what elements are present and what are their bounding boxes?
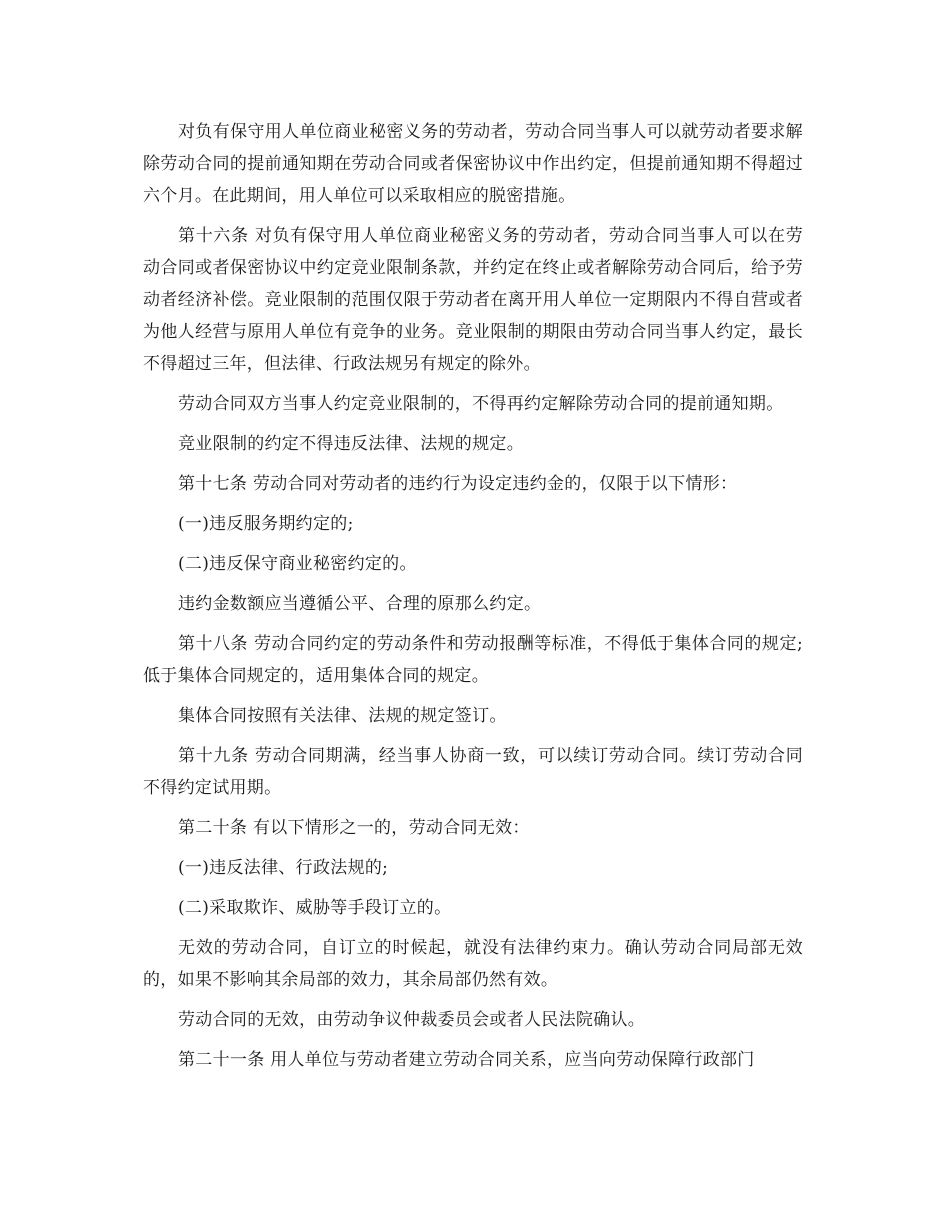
paragraph: 违约金数额应当遵循公平、合理的原那么约定。	[178, 594, 542, 614]
paragraph: 劳动合同的无效，由劳动争议仲裁委员会或者人民法院确认。	[178, 1010, 646, 1030]
document-body	[143, 116, 803, 1084]
paragraph: 第十八条 劳动合同约定的劳动条件和劳动报酬等标准，不得低于集体合同的规定;低于集体合同规定的，适用集体合同的规定。	[143, 634, 803, 686]
paragraph: 第二十条 有以下情形之一的，劳动合同无效：	[178, 818, 530, 838]
paragraph: (二)违反保守商业秘密约定的。	[178, 554, 417, 574]
paragraph: 第十九条 劳动合同期满，经当事人协商一致，可以续订劳动合同。续订劳动合同不得约定试用期。	[143, 746, 803, 798]
paragraph: 竞业限制的约定不得违反法律、法规的规定。	[178, 434, 524, 454]
paragraph: 无效的劳动合同，自订立的时候起，就没有法律约束力。确认劳动合同局部无效的，如果不影响其余局部的效力，其余局部仍然有效。	[143, 938, 803, 990]
paragraph: 对负有保守用人单位商业秘密义务的劳动者，劳动合同当事人可以就劳动者要求解除劳动合同的提前通知期在劳动合同或者保密协议中作出约定，但提前通知期不得超过六个月。在此期间，用人单位可以采取相应的脱密措施。	[143, 122, 803, 206]
paragraph: 劳动合同双方当事人约定竞业限制的，不得再约定解除劳动合同的提前通知期。	[178, 394, 784, 414]
paragraph: 集体合同按照有关法律、法规的规定签订。	[178, 706, 507, 726]
paragraph: 第十六条 对负有保守用人单位商业秘密义务的劳动者，劳动合同当事人可以在劳动合同或者保密协议中约定竞业限制条款，并约定在终止或者解除劳动合同后，给予劳动者经济补偿。竞业限制的范围仅限于劳动者在离开用人单位一定期限内不得自营或者为他人经营与原用人单位有竞争的业务。竞业限制的期限由劳动合同当事人约定，最长不得超过三年，但法律、行政法规另有规定的除外。	[143, 226, 803, 374]
paragraph: 第二十一条 用人单位与劳动者建立劳动合同关系，应当向劳动保障行政部门	[178, 1050, 755, 1070]
paragraph: (二)采取欺诈、威胁等手段订立的。	[178, 898, 452, 918]
paragraph: (一)违反法律、行政法规的;	[178, 858, 389, 878]
paragraph: 第十七条 劳动合同对劳动者的违约行为设定违约金的，仅限于以下情形：	[178, 474, 738, 494]
paragraph: (一)违反服务期约定的;	[178, 514, 354, 534]
